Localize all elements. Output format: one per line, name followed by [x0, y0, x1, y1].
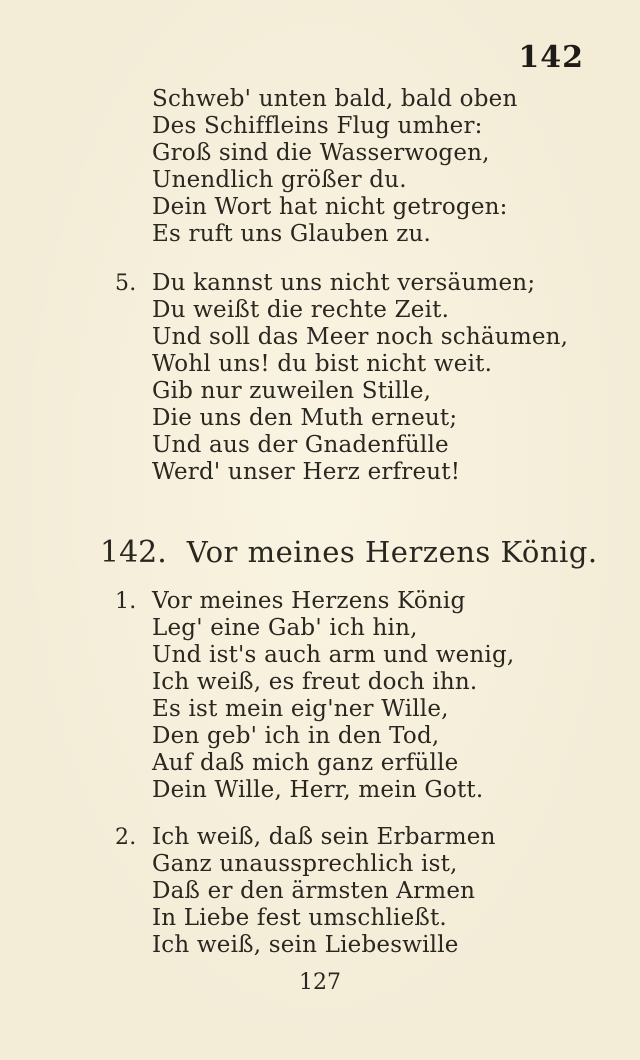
verse-1	[0, 588, 640, 804]
verse-line: 5. Du kannst uns nicht versäumen;	[115, 270, 536, 296]
verse-line: Du weißt die rechte Zeit.	[152, 297, 450, 323]
verse-number: 2.	[115, 825, 137, 850]
hymn-number: 142.	[100, 535, 167, 570]
verse-line: Und ist's auch arm und wenig,	[152, 642, 515, 668]
verse-line: Ganz unaussprechlich ist,	[152, 851, 458, 877]
verse-line: In Liebe fest umschließt.	[152, 905, 447, 931]
verse-line: Werd' unser Herz erfreut!	[152, 459, 461, 485]
verse-line: Gib nur zuweilen Stille,	[152, 378, 432, 404]
verse-line: Ich weiß, es freut doch ihn.	[152, 669, 478, 695]
verse-line: Die uns den Muth erneut;	[152, 405, 458, 431]
verse-line: Des Schiffleins Flug umher:	[152, 113, 483, 139]
verse-line: Unendlich größer du.	[152, 167, 407, 193]
verse-line: Dein Wort hat nicht getrogen:	[152, 194, 508, 220]
running-head-hymn-number: 142	[518, 40, 584, 75]
verse-line: Den geb' ich in den Tod,	[152, 723, 440, 749]
hymn-title	[100, 532, 598, 572]
verse-line: Dein Wille, Herr, mein Gott.	[152, 777, 484, 803]
page-number: 127	[299, 970, 341, 995]
verse-5	[0, 270, 640, 486]
verse-line: Es ist mein eig'ner Wille,	[152, 696, 449, 722]
verse-line: 1. Vor meines Herzens König	[115, 588, 466, 614]
verse-line: Leg' eine Gab' ich hin,	[152, 615, 418, 641]
verse-line: Und soll das Meer noch schäumen,	[152, 324, 569, 350]
hymn-title-text: Vor meines Herzens König.	[186, 535, 598, 569]
verse-line: Auf daß mich ganz erfülle	[152, 750, 459, 776]
verse-line: Groß sind die Wasserwogen,	[152, 140, 490, 166]
verse-number: 5.	[115, 271, 137, 296]
verse-number: 1.	[115, 589, 137, 614]
verse-line: Ich weiß, sein Liebeswille	[152, 932, 459, 958]
verse-continued	[0, 86, 640, 248]
verse-2	[0, 824, 640, 959]
verse-line: Schweb' unten bald, bald oben	[152, 86, 518, 112]
verse-line: 2. Ich weiß, daß sein Erbarmen	[115, 824, 496, 850]
verse-line: Es ruft uns Glauben zu.	[152, 221, 432, 247]
verse-line: Daß er den ärmsten Armen	[152, 878, 476, 904]
verse-line: Wohl uns! du bist nicht weit.	[152, 351, 493, 377]
verse-line: Und aus der Gnadenfülle	[152, 432, 449, 458]
